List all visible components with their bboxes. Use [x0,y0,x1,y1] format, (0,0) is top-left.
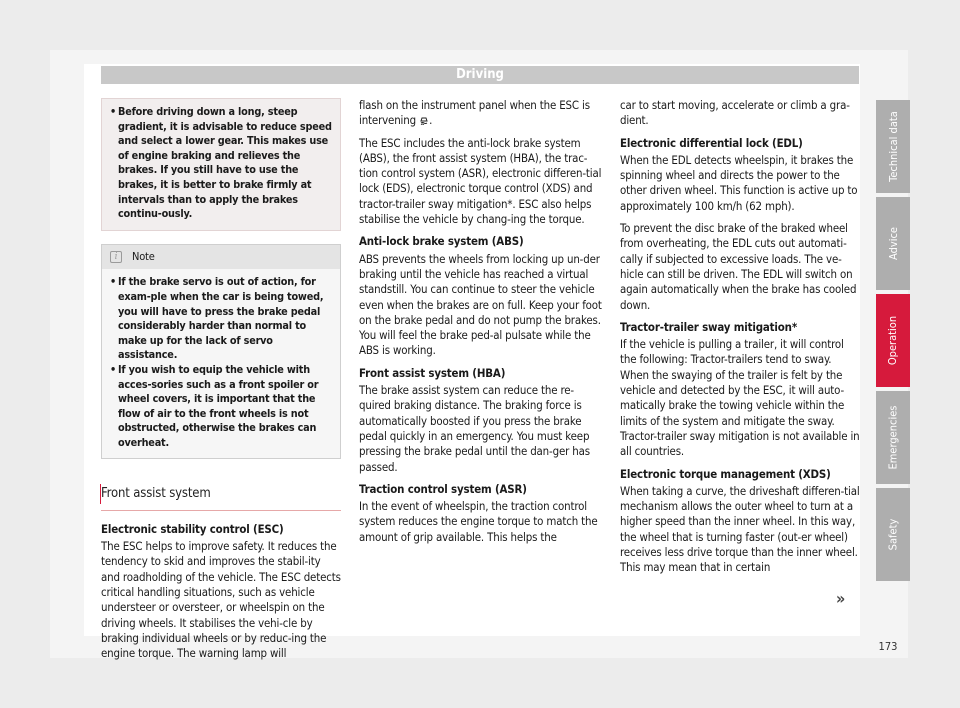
warning-box [101,98,341,231]
tsm-heading: Tractor-trailer sway mitigation* [620,319,798,334]
tsm-text: If the vehicle is pulling a trailer, it will control the following: Tractor-trailers tend to sway. When the swaying of the trailer is felt by the vehicle and detected by the ESC, it will auto-matically brake the towing vehicle within the limits of the system and mitigate the sway. Tractor-trailer sway mitigation is not available in all countries. [620,337,860,459]
etm-heading: Electronic torque management (XDS) [620,466,831,481]
column-3 [620,98,860,583]
esc-includes: The ESC includes the anti-lock brake system (ABS), the front assist system (HBA), the trac-tion control system (ASR), electronic differen-tial lock (EDS), electronic torque control (XDS) and tractor-trailer sway mitigation*. ESC also helps stabilise the vehicle by chang-ing the torque. [359,135,602,227]
tab-technical-data[interactable] [876,100,910,193]
note-label: Note [132,249,155,263]
info-icon: i [110,251,122,263]
edl-heading: Electronic differential lock (EDL) [620,135,803,150]
esc-intro-text: flash on the instrument panel when the ESC is intervening [359,98,590,128]
esc-text: The ESC helps to improve safety. It reduces the tendency to skid and improves the stabil-ity and roadholding of the vehicle. The ESC detects critical handling situations, such as vehicle understeer or oversteer, or wheelspin on the driving wheels. It stabilises the vehi-cle by braking individual wheels or by reduc-ing the engine torque. The warning lamp will [101,539,341,661]
column-1 [101,98,341,668]
edl-text-2: To prevent the disc brake of the braked wheel from overheating, the EDL cuts out automati-cally if subjected to excessive loads. The ve-hicle can still be driven. The EDL will switch on again automatically when the brake has cooled down. [620,221,857,312]
tab-label: Operation [886,315,900,366]
warning-text: • Before driving down a long, steep gradient, it is advisable to reduce speed and select a lower gear. This makes use of engine braking and relieves the brakes. If you still have to use the brakes, it is better to brake firmly at intervals than to apply the brakes continu-ously. [110,105,332,222]
esc-warning-icon [419,115,429,125]
tab-emergencies[interactable] [876,391,910,484]
note-body [102,269,340,458]
note-box [101,244,341,460]
etm-text: When taking a curve, the driveshaft differen-tial mechanism allows the outer wheel to turn at a higher speed than the inner wheel. In this way, the wheel that is turning faster (out-er wheel) receives less drive torque than the inner wheel. This may mean that in certain [620,483,860,575]
note-item: • If the brake servo is out of action, for exam-ple when the car is being towed, you will have to press the brake pedal considerably harder than normal to make up for the lack of servo assistance. [110,275,332,363]
tab-label: Safety [886,518,900,551]
continue-arrow-icon: » [836,589,846,608]
hba-text: The brake assist system can reduce the re-quired braking distance. The braking force is automatically boosted if you press the brake pedal quickly in an emergency. You must keep pressing the brake pedal until the dan-ger has passed. [359,383,590,474]
esc-intro [359,98,602,129]
edl-text-1: When the EDL detects wheelspin, it brakes the spinning wheel and directs the power to the other driven wheel. This function is active up to approximately 100 km/h (62 mph). [620,152,858,213]
tab-operation[interactable] [876,294,910,387]
col3-intro: car to start moving, accelerate or climb a gra-dient. [620,98,850,128]
section-title: Front assist system [101,486,341,510]
abs-text: ABS prevents the wheels from locking up un-der braking until the vehicle has reached a virtual standstill. You can continue to steer the vehicle even when the brakes are on full. Keep your foot on the brake pedal and do not pump the brakes. You will feel the brake ped-al pulsate while the ABS is working. [359,251,602,358]
tab-label: Technical data [886,111,900,182]
page-number: 173 [878,640,898,653]
tab-advice[interactable] [876,197,910,290]
tab-label: Emergencies [886,405,900,470]
hba-heading: Front assist system (HBA) [359,365,506,380]
abs-heading: Anti-lock brake system (ABS) [359,234,524,249]
column-2 [359,98,602,552]
tab-label: Advice [886,227,900,260]
note-item: • If you wish to equip the vehicle with acces-sories such as a front spoiler or wheel covers, it is important that the flow of air to the front wheels is not obstructed, otherwise the brakes can overheat. [110,363,332,451]
asr-heading: Traction control system (ASR) [359,481,527,496]
tab-safety[interactable] [876,488,910,581]
page-header: Driving [101,66,859,84]
esc-heading: Electronic stability control (ESC) [101,521,284,536]
note-header [102,245,340,270]
asr-text: In the event of wheelspin, the traction control system reduces the engine torque to match the amount of grip available. This helps the [359,499,598,544]
esc-intro-end: . [429,113,433,128]
